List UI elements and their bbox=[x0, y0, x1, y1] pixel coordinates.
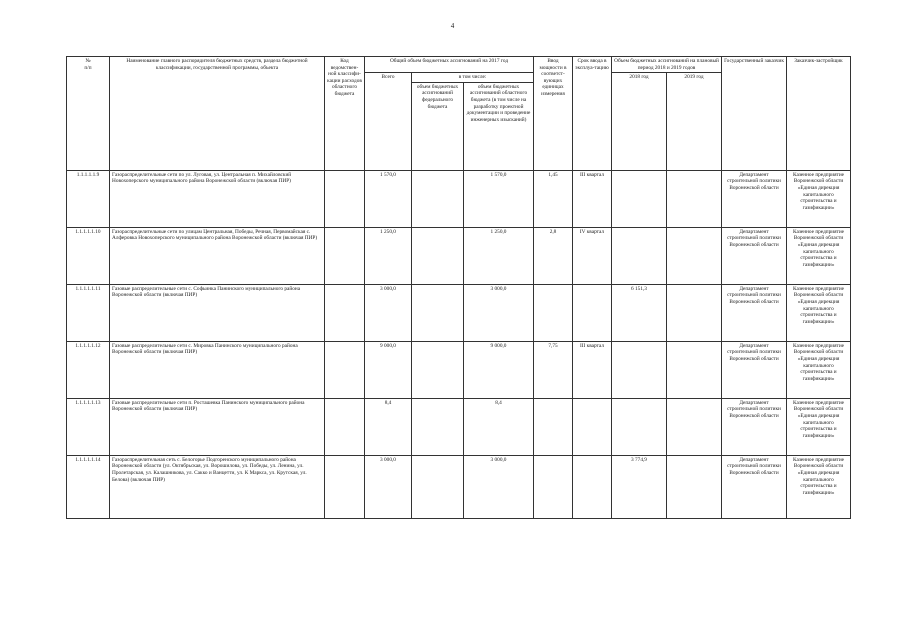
row-capacity: 1,45 bbox=[534, 170, 573, 227]
row-name: Газораспределительные сети по улицам Центральная, Победы, Речная, Первомайская с. Алферовка Новохоперского муниципального района Воронежской области (включая ПИР) bbox=[110, 227, 325, 284]
header-2018: 2018 год bbox=[612, 73, 667, 171]
row-customer: Департамент строительной политики Воронежской области bbox=[722, 284, 787, 341]
header-federal: объем бюджетных ассигнований федерального бюджета bbox=[412, 82, 464, 170]
budget-table bbox=[66, 56, 851, 519]
row-2018 bbox=[612, 398, 667, 455]
row-code bbox=[325, 455, 365, 518]
row-num: 1.1.1.1.1.13 bbox=[67, 398, 110, 455]
header-regional: объем бюджетных ассигнований областного бюджета (в том числе на разработку проектной документации и проведение инженерных изысканий) bbox=[464, 82, 534, 170]
row-code bbox=[325, 227, 365, 284]
row-2019 bbox=[667, 455, 722, 518]
row-customer: Департамент строительной политики Воронежской области bbox=[722, 227, 787, 284]
row-regional: 9 000,0 bbox=[464, 341, 534, 398]
row-developer: Казенное предприятие Воронежской области «Единая дирекция капитального строительства и газификации» bbox=[787, 170, 851, 227]
row-customer: Департамент строительной политики Воронежской области bbox=[722, 455, 787, 518]
header-total-2017: Общий объем бюджетных ассигнований на 2017 год bbox=[365, 57, 534, 73]
header-customer: Государственный заказчик bbox=[722, 57, 787, 171]
row-regional: 1 570,0 bbox=[464, 170, 534, 227]
table-row bbox=[67, 398, 851, 455]
row-name: Газовые распределительные сети с. Софьинка Панинского муниципального района Воронежской области (включая ПИР) bbox=[110, 284, 325, 341]
row-num: 1.1.1.1.1.10 bbox=[67, 227, 110, 284]
row-code bbox=[325, 341, 365, 398]
row-2018: 6 151,3 bbox=[612, 284, 667, 341]
row-2019 bbox=[667, 398, 722, 455]
row-federal bbox=[412, 341, 464, 398]
row-2018 bbox=[612, 170, 667, 227]
row-code bbox=[325, 284, 365, 341]
row-term: III квартал bbox=[573, 170, 612, 227]
row-total: 1 570,0 bbox=[365, 170, 412, 227]
row-regional: 3 000,0 bbox=[464, 284, 534, 341]
row-capacity: 7,75 bbox=[534, 341, 573, 398]
row-total: 8,4 bbox=[365, 398, 412, 455]
header-capacity: Ввод мощности в соответст-вующих единицах измерения bbox=[534, 57, 573, 171]
row-total: 3 000,0 bbox=[365, 455, 412, 518]
row-2018 bbox=[612, 341, 667, 398]
row-capacity bbox=[534, 455, 573, 518]
row-developer: Казенное предприятие Воронежской области «Единая дирекция капитального строительства и газификации» bbox=[787, 227, 851, 284]
header-num: № п/п bbox=[67, 57, 110, 171]
header-name: Наименование главного распорядителя бюджетных средств, раздела бюджетной классификации, государственной программы, объекта bbox=[110, 57, 325, 171]
row-federal bbox=[412, 398, 464, 455]
table-row bbox=[67, 227, 851, 284]
header-total-all: Всего bbox=[365, 73, 412, 171]
row-federal bbox=[412, 227, 464, 284]
row-2019 bbox=[667, 227, 722, 284]
row-capacity: 2,8 bbox=[534, 227, 573, 284]
header-term: Срок ввода в эксплуа-тацию bbox=[573, 57, 612, 171]
row-total: 9 000,0 bbox=[365, 341, 412, 398]
header-code: Код ведомствен-ной классифи-кации расходов областного бюджета bbox=[325, 57, 365, 171]
row-term bbox=[573, 455, 612, 518]
row-name: Газораспределительные сети по ул. Луговая, ул. Центральная п. Михайловский Новохоперского муниципального района Воронежской области (включая ПИР) bbox=[110, 170, 325, 227]
row-2019 bbox=[667, 170, 722, 227]
header-developer: Заказчик-застройщик bbox=[787, 57, 851, 171]
row-term: III квартал bbox=[573, 341, 612, 398]
table-header bbox=[67, 57, 851, 171]
row-developer: Казенное предприятие Воронежской области «Единая дирекция капитального строительства и газификации» bbox=[787, 455, 851, 518]
row-total: 3 000,0 bbox=[365, 284, 412, 341]
row-developer: Казенное предприятие Воронежской области «Единая дирекция капитального строительства и газификации» bbox=[787, 284, 851, 341]
row-num: 1.1.1.1.1.12 bbox=[67, 341, 110, 398]
row-term bbox=[573, 398, 612, 455]
row-code bbox=[325, 398, 365, 455]
row-term: IV квартал bbox=[573, 227, 612, 284]
row-2019 bbox=[667, 284, 722, 341]
row-customer: Департамент строительной политики Воронежской области bbox=[722, 341, 787, 398]
row-federal bbox=[412, 455, 464, 518]
row-total: 1 250,0 bbox=[365, 227, 412, 284]
row-num: 1.1.1.1.1.11 bbox=[67, 284, 110, 341]
row-name: Газораспределительная сеть с. Белогорье Подгоренского муниципального района Воронежской области (ул. Октябрьская, ул. Ворошилова, ул. Победы, ул. Ленина, ул. Пролетарская, ул. Калашникова, ул. Сакко и Ванцетти, ул. К Маркса, ул. Крутская, ул. Белова) (включая ПИР) bbox=[110, 455, 325, 518]
table-row bbox=[67, 455, 851, 518]
row-capacity bbox=[534, 284, 573, 341]
row-num: 1.1.1.1.1.14 bbox=[67, 455, 110, 518]
row-regional: 1 250,0 bbox=[464, 227, 534, 284]
table-row bbox=[67, 284, 851, 341]
row-developer: Казенное предприятие Воронежской области «Единая дирекция капитального строительства и газификации» bbox=[787, 341, 851, 398]
row-regional: 8,4 bbox=[464, 398, 534, 455]
row-term bbox=[573, 284, 612, 341]
header-planned: Объем бюджетных ассигнований на плановый период 2018 и 2019 годов bbox=[612, 57, 722, 73]
row-customer: Департамент строительной политики Воронежской области bbox=[722, 170, 787, 227]
table-row bbox=[67, 341, 851, 398]
row-name: Газовые распределительные сети п. Росташевка Панинского муниципального района Воронежской области (включая ПИР) bbox=[110, 398, 325, 455]
header-incl: в том числе: bbox=[412, 73, 534, 83]
row-federal bbox=[412, 284, 464, 341]
row-customer: Департамент строительной политики Воронежской области bbox=[722, 398, 787, 455]
table-row bbox=[67, 170, 851, 227]
row-federal bbox=[412, 170, 464, 227]
row-num: 1.1.1.1.1.9 bbox=[67, 170, 110, 227]
row-2018: 3 774,9 bbox=[612, 455, 667, 518]
row-regional: 3 000,0 bbox=[464, 455, 534, 518]
row-2019 bbox=[667, 341, 722, 398]
row-code bbox=[325, 170, 365, 227]
row-capacity bbox=[534, 398, 573, 455]
row-2018 bbox=[612, 227, 667, 284]
page-number: 4 bbox=[450, 22, 455, 30]
header-2019: 2019 год bbox=[667, 73, 722, 171]
row-developer: Казенное предприятие Воронежской области «Единая дирекция капитального строительства и газификации» bbox=[787, 398, 851, 455]
row-name: Газовые распределительные сети с. Мировка Панинского муниципального района Воронежской области (включая ПИР) bbox=[110, 341, 325, 398]
